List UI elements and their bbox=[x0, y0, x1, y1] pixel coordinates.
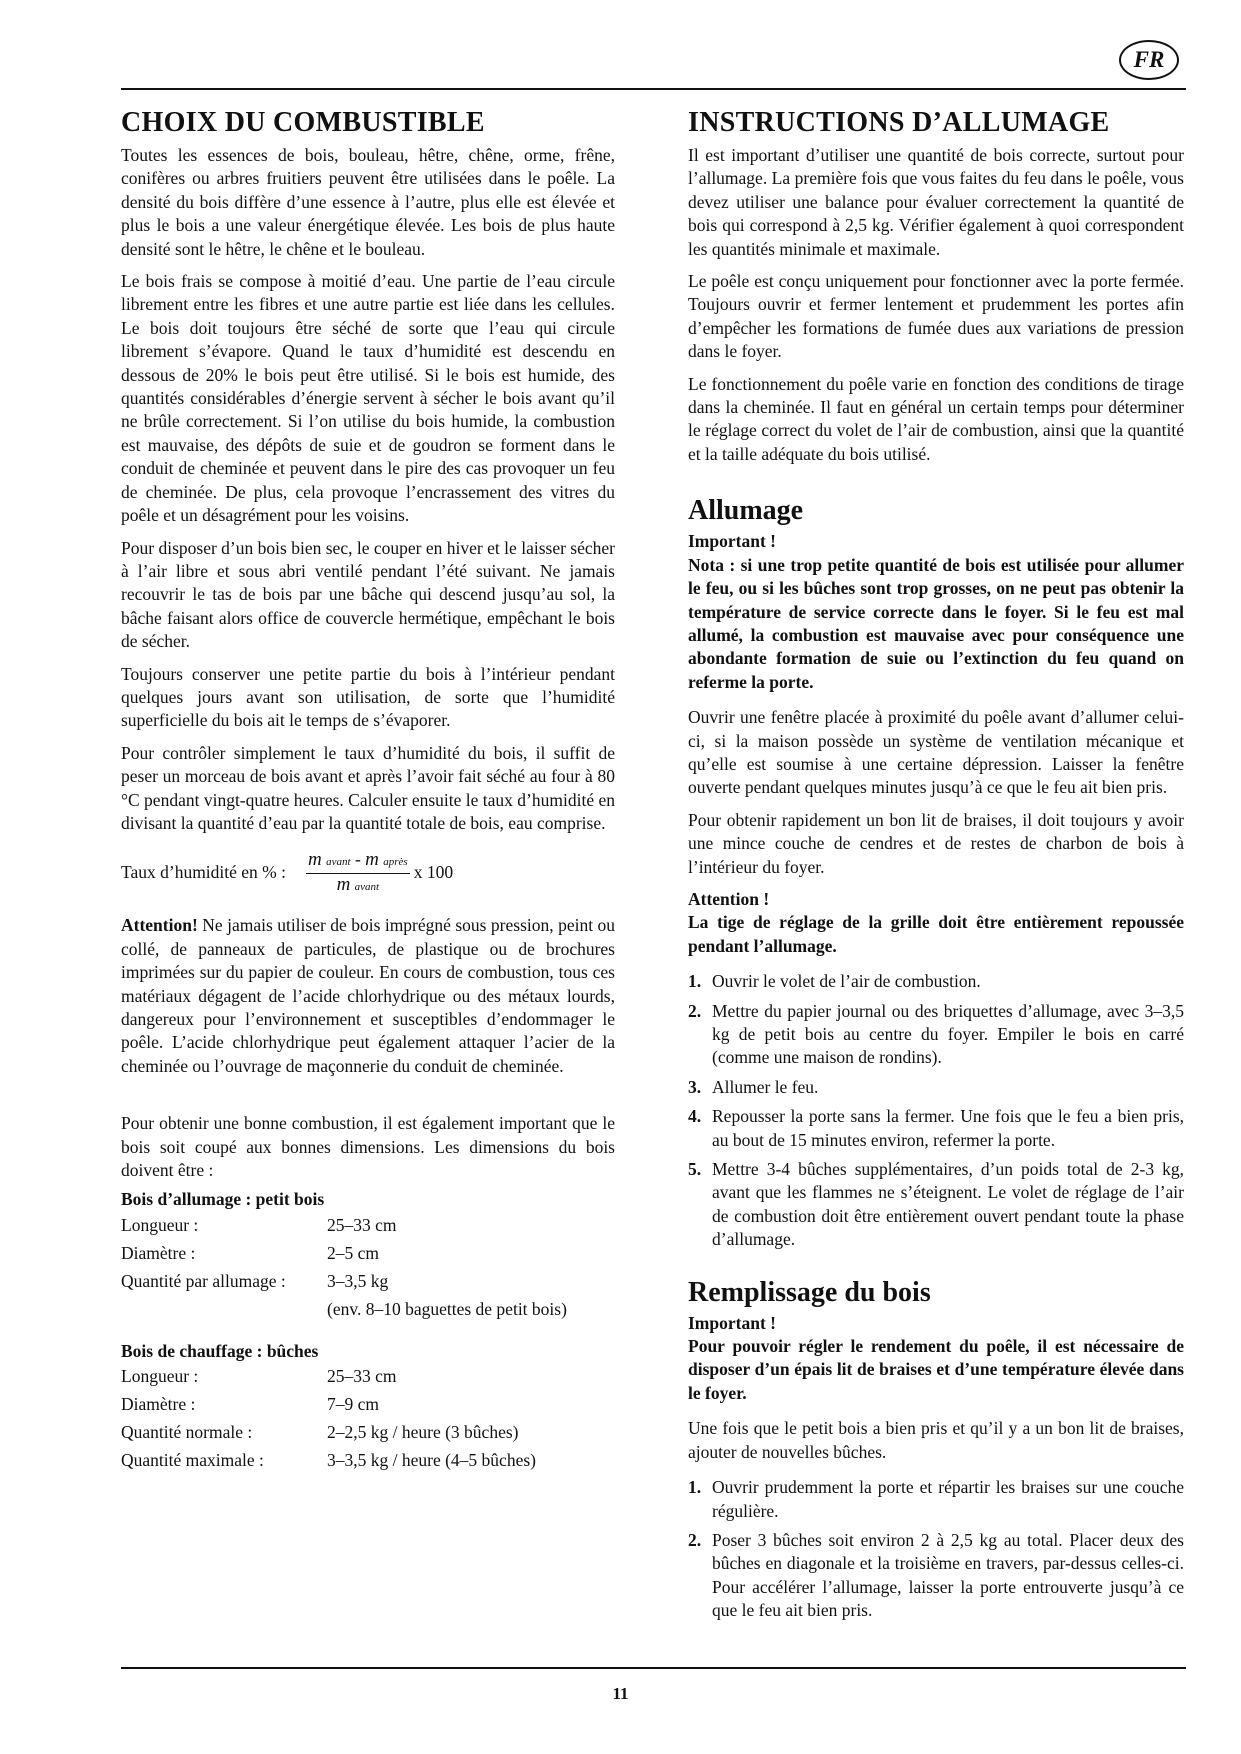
step-text: Mettre 3-4 bûches supplémentaires, d’un poids total de 2-3 kg, avant que les flammes ne s’éteignent. Le volet de réglage de l’air de combustion doit être entièrement ouvert pendant toute la phase d’allumage. bbox=[712, 1159, 1184, 1250]
remplissage-steps bbox=[688, 1476, 1184, 1622]
dimension-row bbox=[121, 1298, 567, 1326]
step-number: 2. bbox=[688, 1000, 702, 1021]
attention-paragraph bbox=[121, 914, 615, 1078]
dimension-key: Diamètre : bbox=[121, 1394, 196, 1415]
formula-sub-avant: avant bbox=[354, 881, 380, 894]
dimension-row bbox=[121, 1242, 567, 1270]
formula-times: x 100 bbox=[413, 862, 454, 883]
attention-text: Ne jamais utiliser de bois imprégné sous pression, peint ou collé, de panneaux de particules, de plastique ou de brochures imprimées sur du papier de couleur. En cours de combustion, tous ces matériaux dégagent de l’acide chlorhydrique ou des métaux lourds, dangereux pour l’environnement et susceptibles d’endommager le poêle. L’acide chlorhydrique peut également attaquer l’acier de la cheminée ou l’ouvrage de maçonnerie du conduit de cheminée. bbox=[121, 915, 615, 1076]
humidity-formula bbox=[121, 849, 615, 896]
formula-numerator bbox=[306, 849, 410, 874]
kindling-heading: Bois d’allumage : petit bois bbox=[121, 1189, 325, 1210]
dimension-row bbox=[121, 1270, 567, 1298]
paragraph: Pour obtenir rapidement un bon lit de braises, il doit toujours y avoir une mince couche de cendres et de restes de charbon de bois à l’intérieur du foyer. bbox=[688, 809, 1184, 877]
attention-paragraph: La tige de réglage de la grille doit être entièrement repoussée pendant l’allumage. bbox=[688, 912, 1184, 956]
remplissage-heading: Remplissage du bois bbox=[688, 1276, 931, 1308]
step-text: Ouvrir le volet de l’air de combustion. bbox=[712, 971, 981, 992]
dimension-key: Quantité par allumage : bbox=[121, 1270, 286, 1291]
paragraph: Toujours conserver une petite partie du bois à l’intérieur pendant quelques jours avant son utilisation, de sorte que l’humidité superficielle du bois ait le temps de s’évaporer. bbox=[121, 663, 615, 731]
remplissage-bold-paragraph: Pour pouvoir régler le rendement du poêle, il est nécessaire de disposer d’un épais lit de braises et d’une température élevée dans le foyer. bbox=[688, 1336, 1184, 1403]
step-text: Allumer le feu. bbox=[712, 1076, 819, 1097]
step-number: 3. bbox=[688, 1076, 702, 1097]
footer-rule bbox=[121, 1667, 1186, 1669]
dimension-key bbox=[121, 1298, 327, 1326]
logs-table bbox=[121, 1365, 536, 1477]
dimension-value: 25–33 cm bbox=[327, 1366, 397, 1387]
paragraph: Ouvrir une fenêtre placée à proximité du poêle avant d’allumer celui-ci, si la maison possède un système de ventilation mécanique et qu’elle est soumise à une certaine dépression. Laisser la fenêtre ouverte pendant quelques minutes jusqu’à ce que le feu ait bien pris. bbox=[688, 707, 1184, 798]
page-number: 11 bbox=[612, 1684, 629, 1703]
paragraph: Il est important d’utiliser une quantité de bois correcte, surtout pour l’allumage. La première fois que vous faites du feu dans le poêle, vous devez utiliser une balance pour évaluer correctement la quantité de bois qui correspond à 2,5 kg. Vérifier également à quoi correspondent les quantités minimale et maximale. bbox=[688, 145, 1184, 259]
dimension-row bbox=[121, 1393, 536, 1421]
fuel-choice-title: CHOIX DU COMBUSTIBLE bbox=[121, 107, 485, 138]
paragraph: Une fois que le petit bois a bien pris et qu’il y a un bon lit de braises, ajouter de nouvelles bûches. bbox=[688, 1418, 1184, 1462]
paragraph: Le fonctionnement du poêle varie en fonction des conditions de tirage dans la cheminée. Il faut en général un certain temps pour déterminer le réglage correct du volet de l’air de combustion, ainsi que la quantité et la taille adéquate du bois utilisé. bbox=[688, 373, 1184, 464]
paragraph: Pour contrôler simplement le taux d’humidité du bois, il suffit de peser un morceau de bois avant et après l’avoir fait séché au four à 80 °C pendant vingt-quatre heures. Calculer ensuite le taux d’humidité en divisant la quantité d’eau par la quantité totale de bois, eau comprise. bbox=[121, 742, 615, 833]
formula-label: Taux d’humidité en % : bbox=[121, 862, 286, 883]
left-column bbox=[121, 108, 615, 1485]
paragraph: Toutes les essences de bois, bouleau, hêtre, chêne, orme, frêne, conifères ou arbres fruitiers peuvent être utilisées dans le poêle. La densité du bois diffère d’une essence à l’autre, plus elle est élevée et plus le bois a une valeur énergétique élevée. Les bois de plus haute densité sont le hêtre, le chêne et le bouleau. bbox=[121, 145, 615, 259]
allumage-steps bbox=[688, 970, 1184, 1251]
dimension-key: Quantité normale : bbox=[121, 1422, 253, 1443]
dimension-value: 3–3,5 kg bbox=[327, 1270, 389, 1291]
step-item bbox=[688, 1476, 1184, 1523]
formula-sub-apres: après bbox=[383, 856, 408, 869]
attention-label: Attention! bbox=[121, 915, 198, 936]
logs-heading: Bois de chauffage : bûches bbox=[121, 1340, 319, 1361]
dimension-value: 2–5 cm bbox=[327, 1242, 380, 1263]
formula-sub-avant: avant bbox=[326, 856, 351, 869]
formula-fraction bbox=[306, 849, 410, 896]
step-number: 2. bbox=[688, 1529, 702, 1550]
dimension-row bbox=[121, 1421, 536, 1449]
paragraph: Le bois frais se compose à moitié d’eau. Une partie de l’eau circule librement entre les fibres et une autre partie est liée dans les cellules. Le bois doit toujours être séché de sorte que l’eau qui circule librement s’évapore. Quand le taux d’humidité est descendu en dessous de 20% le bois peut être utilisé. Si le bois est humide, des quantités considérables d’énergie servent à sécher le bois avant qu’il ne brûle correctement. Si l’on utilise du bois humide, la combustion est mauvaise, des dépôts de suie et de goudron se forment dans le conduit de cheminée et peuvent dans le pire des cas provoquer un feu de cheminée. De plus, cela provoque l’encrassement des vitres du poêle et un désagrément pour les voisins. bbox=[121, 271, 615, 526]
nota-paragraph: Nota : si une trop petite quantité de bois est utilisée pour allumer le feu, ou si les bûches sont trop grosses, on ne peut pas obtenir la température de service correcte dans le foyer. Si le feu est mal allumé, la combustion est mauvaise avec pour conséquence une abondante formation de suie ou l’extinction du feu quand on referme la porte. bbox=[688, 554, 1184, 692]
dimension-value: (env. 8–10 baguettes de petit bois) bbox=[327, 1298, 567, 1319]
step-text: Mettre du papier journal ou des briquettes d’allumage, avec 3–3,5 kg de petit bois au centre du foyer. Empiler le bois en carré (comme une maison de rondins). bbox=[712, 1000, 1184, 1068]
step-text: Ouvrir prudemment la porte et répartir les braises sur une couche régulière. bbox=[712, 1477, 1184, 1521]
important-label: Important ! bbox=[688, 531, 776, 552]
dimension-key: Quantité maximale : bbox=[121, 1450, 264, 1471]
step-item bbox=[688, 1105, 1184, 1152]
step-number: 4. bbox=[688, 1106, 702, 1127]
step-item bbox=[688, 970, 1184, 993]
lighting-instructions-title: INSTRUCTIONS D’ALLUMAGE bbox=[688, 107, 1110, 138]
formula-m: m bbox=[336, 874, 351, 896]
step-item bbox=[688, 1158, 1184, 1252]
step-item bbox=[688, 1000, 1184, 1070]
formula-m: m bbox=[365, 849, 379, 871]
dimension-value: 25–33 cm bbox=[327, 1214, 397, 1235]
dimension-key: Longueur : bbox=[121, 1214, 199, 1235]
allumage-heading: Allumage bbox=[688, 495, 804, 527]
paragraph: Pour disposer d’un bois bien sec, le couper en hiver et le laisser sécher à l’air libre et sous abri ventilé pendant l’été suivant. Ne jamais recouvrir le tas de bois par une bâche qui descend jusqu’au sol, la bâche faisant alors office de couvercle hermétique, empêchant le bois de sécher. bbox=[121, 537, 615, 652]
kindling-table bbox=[121, 1214, 567, 1326]
formula-minus: - bbox=[354, 849, 361, 870]
dimension-row bbox=[121, 1365, 536, 1393]
step-number: 1. bbox=[688, 1477, 702, 1498]
step-text: Repousser la porte sans la fermer. Une fois que le feu a bien pris, au bout de 15 minutes environ, refermer la porte. bbox=[712, 1106, 1184, 1150]
step-item bbox=[688, 1529, 1184, 1623]
dimension-row bbox=[121, 1449, 536, 1477]
dimension-row bbox=[121, 1214, 567, 1242]
step-text: Poser 3 bûches soit environ 2 à 2,5 kg au total. Placer deux des bûches en diagonale et la troisième en travers, par-dessus celles-ci. Pour accélérer l’allumage, laisser la porte entrouverte jusqu’à ce que le feu ait bien pris. bbox=[712, 1529, 1184, 1621]
step-number: 5. bbox=[688, 1159, 702, 1180]
dimension-value: 3–3,5 kg / heure (4–5 bûches) bbox=[327, 1450, 536, 1471]
formula-denominator bbox=[337, 874, 380, 896]
paragraph: Pour obtenir une bonne combustion, il est également important que le bois soit coupé aux bonnes dimensions. Les dimensions du bois doivent être : bbox=[121, 1113, 615, 1181]
dimension-key: Longueur : bbox=[121, 1366, 199, 1387]
language-badge: FR bbox=[1119, 40, 1179, 80]
step-item bbox=[688, 1076, 1184, 1099]
dimension-value: 2–2,5 kg / heure (3 bûches) bbox=[327, 1422, 519, 1443]
attention-label: Attention ! bbox=[688, 888, 770, 909]
important-label: Important ! bbox=[688, 1312, 776, 1333]
header-rule bbox=[121, 88, 1186, 90]
paragraph: Le poêle est conçu uniquement pour fonctionner avec la porte fermée. Toujours ouvrir et fermer lentement et prudemment les portes afin d’empêcher les formations de fumée dues aux variations de pression dans le foyer. bbox=[688, 271, 1184, 362]
right-column bbox=[688, 108, 1184, 1631]
dimension-key: Diamètre : bbox=[121, 1242, 196, 1263]
formula-m: m bbox=[308, 849, 322, 871]
dimension-value: 7–9 cm bbox=[327, 1394, 380, 1415]
step-number: 1. bbox=[688, 971, 702, 992]
